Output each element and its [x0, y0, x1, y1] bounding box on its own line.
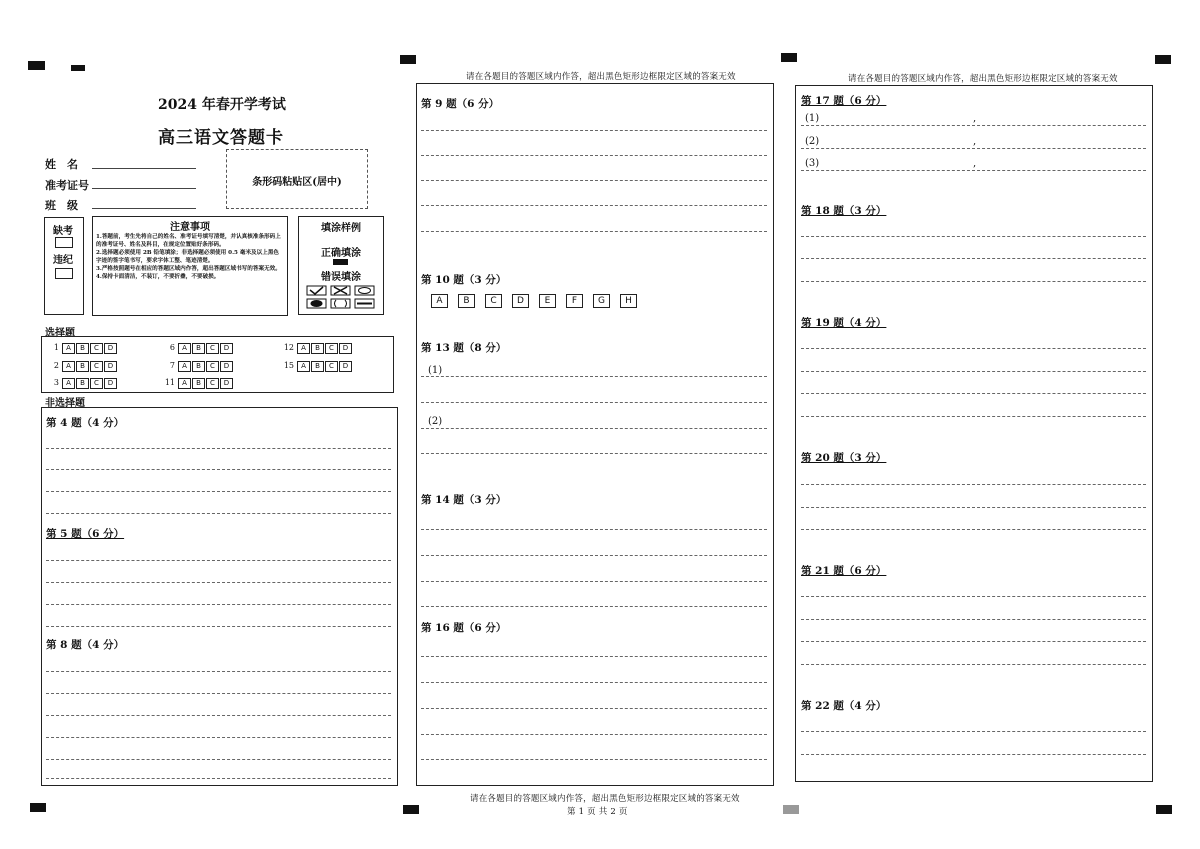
name-field[interactable] [92, 168, 196, 169]
answer-line[interactable] [801, 596, 1146, 597]
option-a[interactable]: A [178, 343, 191, 354]
q10-option-f[interactable]: F [566, 294, 583, 308]
q17-sub3: (3) [805, 158, 820, 169]
fill-sample-box [298, 216, 384, 315]
answer-line[interactable] [801, 258, 1146, 259]
answer-line[interactable] [421, 155, 767, 156]
q9-title: 第 9 题（6 分） [421, 98, 500, 110]
registration-mark [30, 803, 46, 812]
wrong-fill-samples [306, 285, 378, 311]
answer-line[interactable] [46, 469, 391, 470]
notice-item: 2.选择题必须使用 2B 铅笔填涂；非选择题必须使用 0.5 毫米及以上黑色字迹的签字笔书写，要求字体工整、笔迹清楚。 [96, 250, 280, 264]
choice-row[interactable] [163, 378, 234, 389]
q8-title: 第 8 题（4 分） [46, 639, 125, 651]
q19-title: 第 19 题（4 分） [801, 317, 887, 329]
answer-box-left [41, 407, 398, 786]
choice-row[interactable] [163, 361, 234, 372]
option-c[interactable]: C [206, 361, 219, 372]
q20-title: 第 20 题（3 分） [801, 452, 887, 464]
question-number: 12 [283, 343, 294, 352]
answer-line[interactable] [801, 484, 1146, 485]
wrong-fill-label: 错误填涂 [321, 272, 361, 283]
option-d[interactable]: D [220, 378, 233, 389]
paren-mark-sample [335, 300, 347, 307]
q22-title: 第 22 题（4 分） [801, 700, 887, 712]
absent-label: 缺考 [53, 226, 73, 237]
question-number: 11 [164, 378, 175, 387]
notice-box [92, 216, 288, 316]
answer-box-middle [416, 83, 774, 786]
answer-line[interactable] [801, 170, 1146, 171]
option-b[interactable]: B [311, 343, 324, 354]
answer-line[interactable] [801, 348, 1146, 349]
header-note-middle: 请在各题目的答题区域内作答，超出黑色矩形边框限定区域的答案无效 [466, 72, 736, 82]
answer-line[interactable] [421, 555, 767, 556]
answer-line[interactable] [801, 371, 1146, 372]
choice-section-label: 选择题 [45, 328, 75, 339]
answer-line[interactable] [421, 453, 767, 454]
registration-mark [783, 805, 799, 814]
option-b[interactable]: B [311, 361, 324, 372]
fill-sample-title: 填涂样例 [321, 223, 361, 234]
answer-line[interactable] [801, 236, 1146, 237]
q17-sub1: (1) [805, 113, 820, 124]
option-b[interactable]: B [76, 361, 89, 372]
q10-option-h[interactable]: H [620, 294, 637, 308]
q17-separator: , [973, 158, 977, 169]
option-a[interactable]: A [178, 378, 191, 389]
option-d[interactable]: D [339, 361, 352, 372]
answer-line[interactable] [46, 513, 391, 514]
q17-separator: , [973, 113, 977, 124]
q16-title: 第 16 题（6 分） [421, 622, 507, 634]
registration-mark [781, 53, 797, 62]
answer-line[interactable] [46, 560, 391, 561]
option-a[interactable]: A [297, 361, 310, 372]
registration-mark [1156, 805, 1172, 814]
name-label: 姓 名 [45, 158, 78, 171]
notice-item: 4.保持卡面清洁，不装订，不要折叠，不要破损。 [96, 274, 220, 280]
registration-mark [403, 805, 419, 814]
q10-option-e[interactable]: E [539, 294, 556, 308]
choice-row[interactable] [282, 361, 353, 372]
answer-line[interactable] [801, 619, 1146, 620]
footer-note: 请在各题目的答题区域内作答，超出黑色矩形边框限定区域的答案无效 [470, 794, 740, 804]
answer-line[interactable] [46, 759, 391, 760]
answer-line[interactable] [801, 125, 1146, 126]
answer-line[interactable] [421, 606, 767, 607]
answer-line[interactable] [801, 664, 1146, 665]
answer-box-right [795, 85, 1153, 782]
q14-title: 第 14 题（3 分） [421, 494, 507, 506]
answer-line[interactable] [801, 393, 1146, 394]
option-c[interactable]: C [206, 378, 219, 389]
correct-fill-sample [333, 259, 348, 265]
answer-line[interactable] [421, 180, 767, 181]
answer-line[interactable] [46, 715, 391, 716]
answer-line[interactable] [421, 529, 767, 530]
q17-title: 第 17 题（6 分） [801, 95, 887, 107]
paren-mark-sample [331, 299, 350, 308]
answer-line[interactable] [46, 582, 391, 583]
answer-line[interactable] [46, 737, 391, 738]
q10-option-c[interactable]: C [485, 294, 502, 308]
option-a[interactable]: A [62, 343, 75, 354]
answer-line[interactable] [801, 507, 1146, 508]
option-d[interactable]: D [339, 343, 352, 354]
barcode-label: 条形码粘贴区(居中) [252, 177, 342, 188]
answer-line[interactable] [801, 754, 1146, 755]
dot-mark-sample [311, 300, 323, 307]
option-c[interactable]: C [325, 361, 338, 372]
answer-line[interactable] [46, 693, 391, 694]
q5-title: 第 5 题（6 分） [46, 528, 125, 540]
question-number: 1 [53, 343, 59, 352]
option-a[interactable]: A [62, 378, 75, 389]
option-b[interactable]: B [192, 361, 205, 372]
notice-title: 注意事项 [170, 222, 210, 233]
answer-line[interactable] [421, 759, 767, 760]
option-a[interactable]: A [62, 361, 75, 372]
cross-mark-sample [334, 287, 347, 294]
option-a[interactable]: A [297, 343, 310, 354]
option-d[interactable]: D [104, 378, 117, 389]
choice-row[interactable] [282, 343, 353, 354]
answer-line[interactable] [46, 604, 391, 605]
barcode-area [226, 149, 368, 209]
answer-line[interactable] [46, 448, 391, 449]
non-choice-label: 非选择题 [45, 398, 85, 409]
violation-label: 违纪 [53, 255, 73, 266]
q10-option-b[interactable]: B [458, 294, 475, 308]
bracket-mark-sample [359, 288, 371, 294]
q18-title: 第 18 题（3 分） [801, 205, 887, 217]
answer-line[interactable] [421, 231, 767, 232]
option-d[interactable]: D [104, 343, 117, 354]
check-mark-sample [310, 287, 323, 294]
q10-title: 第 10 题（3 分） [421, 274, 507, 286]
answer-line[interactable] [801, 281, 1146, 282]
answer-line[interactable] [421, 205, 767, 206]
correct-fill-label: 正确填涂 [321, 248, 361, 259]
q10-option-d[interactable]: D [512, 294, 529, 308]
answer-line[interactable] [801, 148, 1146, 149]
answer-line[interactable] [801, 641, 1146, 642]
q17-sub2: (2) [805, 136, 820, 147]
option-c[interactable]: C [90, 361, 103, 372]
q10-option-g[interactable]: G [593, 294, 610, 308]
q21-title: 第 21 题（6 分） [801, 565, 887, 577]
q13-sub2: (2) [428, 416, 443, 427]
choice-row[interactable] [47, 361, 118, 372]
answer-line[interactable] [421, 656, 767, 657]
question-number: 3 [53, 378, 59, 387]
answer-line[interactable] [801, 416, 1146, 417]
option-c[interactable]: C [325, 343, 338, 354]
option-c[interactable]: C [90, 378, 103, 389]
option-b[interactable]: B [192, 378, 205, 389]
header-note-right: 请在各题目的答题区域内作答，超出黑色矩形边框限定区域的答案无效 [848, 74, 1118, 84]
absent-checkbox[interactable] [55, 237, 73, 248]
exam-number-label: 准考证号 [45, 179, 89, 192]
question-number: 2 [53, 361, 59, 370]
answer-line[interactable] [801, 529, 1146, 530]
answer-line[interactable] [421, 130, 767, 131]
registration-mark [71, 65, 85, 71]
option-d[interactable]: D [220, 361, 233, 372]
option-c[interactable]: C [90, 343, 103, 354]
question-number: 15 [283, 361, 294, 370]
q4-title: 第 4 题（4 分） [46, 417, 125, 429]
q17-separator: , [973, 136, 977, 147]
answer-line[interactable] [421, 682, 767, 683]
question-number: 6 [169, 343, 175, 352]
option-d[interactable]: D [104, 361, 117, 372]
registration-mark [400, 55, 416, 64]
answer-line[interactable] [46, 778, 391, 779]
class-label: 班 级 [45, 199, 78, 212]
option-a[interactable]: A [178, 361, 191, 372]
choice-row[interactable] [47, 378, 118, 389]
page-number: 第 1 页 共 2 页 [567, 807, 628, 817]
answer-line[interactable] [46, 626, 391, 627]
q13-sub1: (1) [428, 365, 443, 376]
answer-line[interactable] [421, 376, 767, 377]
answer-line[interactable] [421, 581, 767, 582]
registration-mark [1155, 55, 1171, 64]
notice-item: 3.严格按照题号在相应的答题区域内作答，超出答题区域书写的答案无效。 [96, 266, 281, 272]
choice-row[interactable] [163, 343, 234, 354]
option-c[interactable]: C [206, 343, 219, 354]
question-number: 7 [169, 361, 175, 370]
notice-item: 1.答题前，考生先将自己的姓名、准考证号填写清楚，并认真核准条形码上的准考证号、姓名及科目，在规定位置贴好条形码。 [96, 234, 281, 248]
q13-title: 第 13 题（8 分） [421, 342, 507, 354]
answer-line[interactable] [801, 731, 1146, 732]
q10-options [431, 288, 647, 308]
exam-title: 2024 年春开学考试 [158, 97, 286, 113]
answer-line[interactable] [421, 402, 767, 403]
option-b[interactable]: B [192, 343, 205, 354]
option-b[interactable]: B [76, 343, 89, 354]
class-field[interactable] [92, 208, 196, 209]
option-d[interactable]: D [220, 343, 233, 354]
choice-row[interactable] [47, 343, 118, 354]
answer-line[interactable] [46, 491, 391, 492]
absent-box [44, 217, 84, 315]
answer-line[interactable] [421, 708, 767, 709]
option-b[interactable]: B [76, 378, 89, 389]
registration-mark [28, 61, 45, 70]
card-title: 高三语文答题卡 [158, 128, 284, 148]
answer-line[interactable] [421, 734, 767, 735]
exam-number-field[interactable] [92, 188, 196, 189]
answer-line[interactable] [46, 671, 391, 672]
q10-option-a[interactable]: A [431, 294, 448, 308]
answer-line[interactable] [421, 428, 767, 429]
violation-checkbox[interactable] [55, 268, 73, 279]
